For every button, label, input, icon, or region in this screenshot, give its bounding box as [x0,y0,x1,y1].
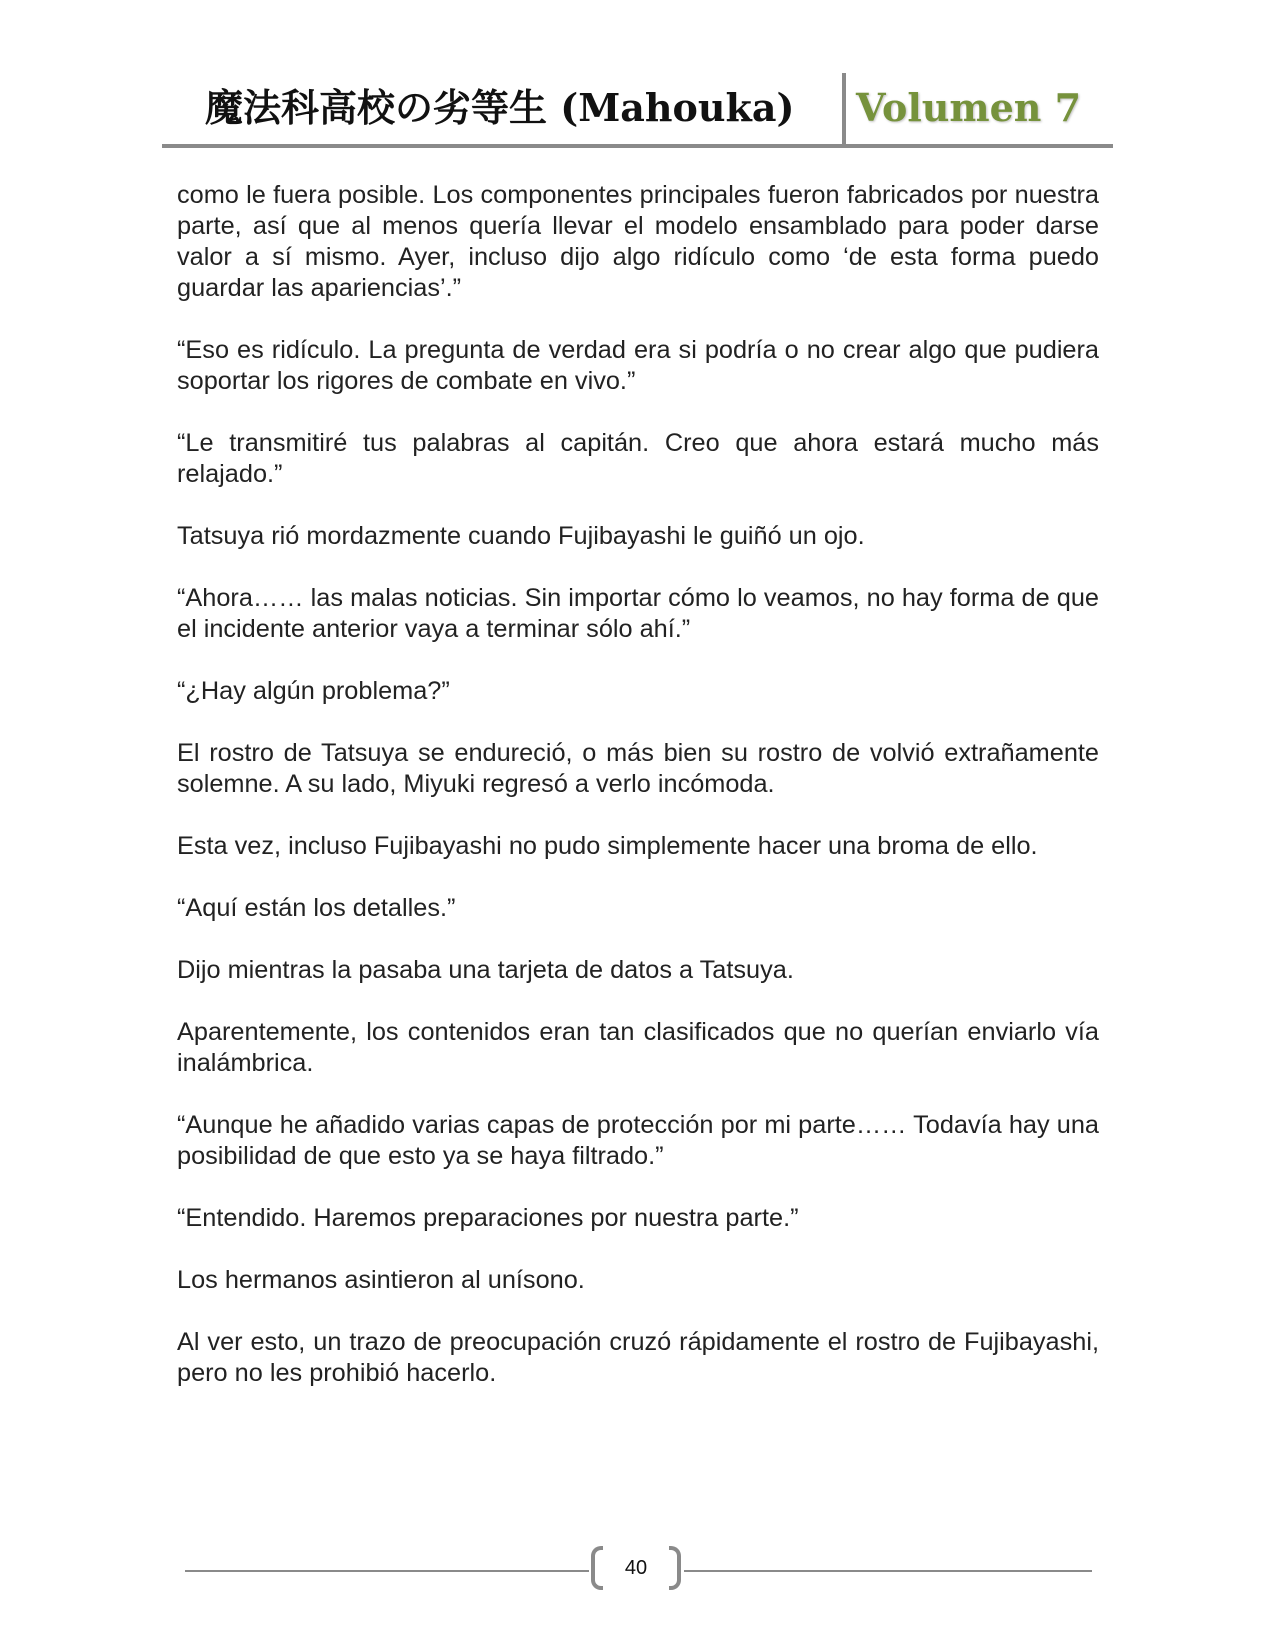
paragraph: Al ver esto, un trazo de preocupación cruzó rápidamente el rostro de Fujibayashi, pero no les prohibió hacerlo. [177,1328,1099,1387]
right-bracket-icon [669,1546,681,1590]
paragraph: “Le transmitiré tus palabras al capitán. Creo que ahora estará mucho más relajado.” [177,429,1099,488]
body-text [177,180,1099,1420]
paragraph: El rostro de Tatsuya se endureció, o más bien su rostro de volvió extrañamente solemne. A su lado, Miyuki regresó a verlo incómoda. [177,739,1099,798]
paragraph: “Eso es ridículo. La pregunta de verdad era si podría o no crear algo que pudiera soportar los rigores de combate en vivo.” [177,336,1099,395]
paragraph: “¿Hay algún problema?” [177,677,450,705]
paragraph: como le fuera posible. Los componentes principales fueron fabricados por nuestra parte, así que al menos quería llevar el modelo ensamblado para poder darse valor a sí mismo. Ayer, incluso dijo algo ridículo como ‘de esta forma puedo guardar las apariencias’.” [177,181,1099,302]
header-rule [162,144,1113,148]
paragraph: “Ahora…… las malas noticias. Sin importar cómo lo veamos, no hay forma de que el incidente anterior vaya a terminar sólo ahí.” [177,584,1099,643]
paragraph: Los hermanos asintieron al unísono. [177,1266,585,1294]
footer-rule-right [684,1570,1092,1572]
paragraph: Esta vez, incluso Fujibayashi no pudo simplemente hacer una broma de ello. [177,832,1038,860]
left-bracket-icon [591,1546,603,1590]
volume-label: Volumen 7 [856,85,1082,130]
paragraph: “Entendido. Haremos preparaciones por nuestra parte.” [177,1204,799,1232]
page-number: 40 [624,1557,648,1579]
paragraph: “Aunque he añadido varias capas de protección por mi parte…… Todavía hay una posibilidad de que esto ya se haya filtrado.” [177,1111,1099,1170]
paragraph: Dijo mientras la pasaba una tarjeta de datos a Tatsuya. [177,956,794,984]
header-divider [842,73,846,147]
book-title: 魔法科高校の劣等生 (Mahouka) [205,85,795,130]
paragraph: Aparentemente, los contenidos eran tan clasificados que no querían enviarlo vía inalámbrica. [177,1018,1099,1077]
paragraph: “Aquí están los detalles.” [177,894,456,922]
footer-rule-left [185,1570,589,1572]
paragraph: Tatsuya rió mordazmente cuando Fujibayashi le guiñó un ojo. [177,522,865,550]
